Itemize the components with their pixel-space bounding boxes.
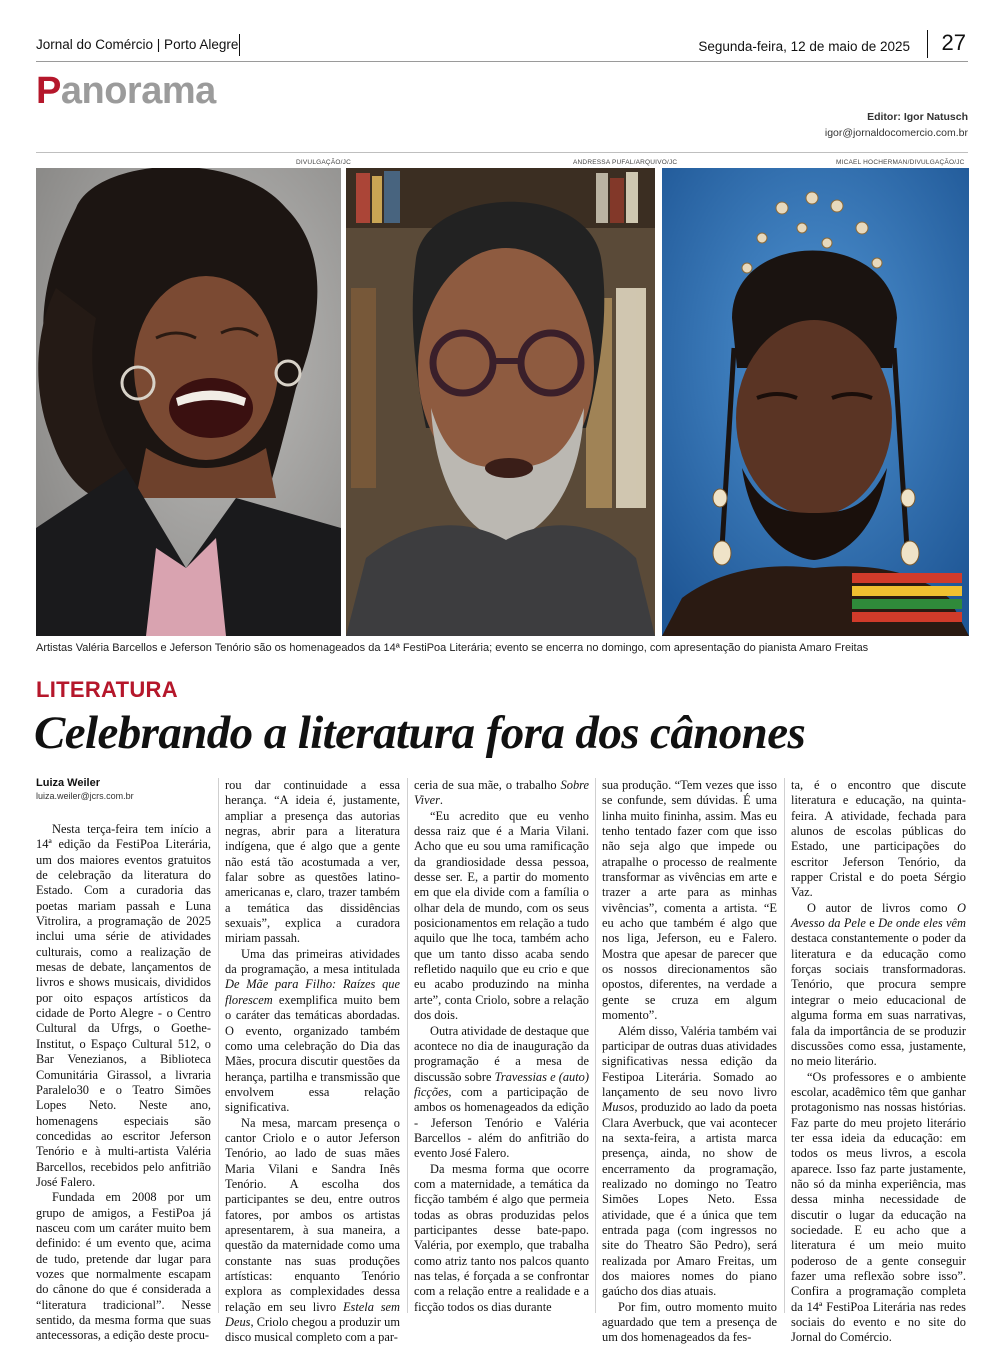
column-divider [784, 778, 785, 1313]
page-number-divider [927, 30, 928, 58]
section-title [36, 70, 216, 113]
photo-amaro-freitas [662, 168, 969, 636]
photo-credit-3: MICAEL HOCHERMAN/DIVULGAÇÃO/JC [836, 159, 965, 166]
text-run: Uma das primeiras atividades da programação, a mesa intitulada [225, 946, 400, 977]
column-divider [595, 778, 596, 1313]
paragraph [225, 947, 400, 1116]
text-run: . [439, 793, 444, 808]
masthead-divider [239, 34, 240, 56]
portrait-illustration-1 [36, 168, 341, 636]
article-column-4 [602, 778, 777, 1346]
text-run: Outra atividade de destaque que acontece no dia de inauguração da programação é a mesa de discussão sobre [414, 1023, 589, 1084]
paragraph [602, 1024, 777, 1300]
text-run: , produzido ao lado da poeta Clara Averbuck, que vai acontecer na sexta-feira, a artista marca presença, ainda, no show de encerramento da programação, realizado no domingo no Teatro Simões Lopes Neto. Essa atividade, que é a única que tem entrada paga (com ingressos no site do Theatro São Pedro), será realizada por Amaro Freitas, um dos maiores nomes do piano gaúcho dos dias atuais. [602, 1100, 777, 1299]
paragraph: Da mesma forma que ocorre com a maternidade, a temática da ficção também é algo que permeia todas as obras produzidas pelos participantes desse bate-papo. Valéria, por exemplo, que trabalha como atriz tanto nos palcos quanto nas telas, é forçada a se confrontar com a relação entre a realidade e a ficção todos os dias durante [414, 1161, 589, 1314]
masthead [36, 30, 968, 64]
header-rule [36, 61, 968, 62]
text-run: destaca constantemente o poder da literatura e da educação como forças sociais transformadoras. Tenório, que procura sempre integrar o meio educacional de alguma forma em suas narrativas, fala da importância de se produzir discussões como essa, justamente, no meio literário. [791, 931, 966, 1069]
text-run: , Criolo chegou a produzir um disco musical completo com a par- [225, 1315, 400, 1345]
author-email[interactable]: luiza.weiler@jcrs.com.br [36, 791, 134, 801]
author-name: Luiza Weiler [36, 777, 100, 789]
article-kicker: LITERATURA [36, 677, 178, 702]
portrait-illustration-2 [346, 168, 655, 636]
photo-valeria-barcellos [36, 168, 341, 636]
text-run: ceria de sua mãe, o trabalho [414, 778, 557, 792]
paragraph: ta, é o encontro que discute literatura e educação, na quinta-feira. A atividade, fechada para alunos de escolas públicas do Estado, une participações do escritor Jeferson Tenório, da rapper Cristal e do poeta Sérgio Vaz. [791, 778, 966, 900]
editor-box [825, 109, 968, 141]
text-run: Na mesa, marcam presença o cantor Criolo e o autor Jeferson Tenório, ao lado de suas mães Maria Vilani e Sandra Inês Tenório. A escolha dos participantes se deu, entre outros fatores, por ambos os artistas apresentarem, à sua maneira, a questão da maternidade como uma constante nas suas produções artísticas: enquanto Tenório explora as complexidades dessa relação em seu livro [225, 1115, 400, 1314]
section-rule [36, 152, 968, 153]
book-title: Musos [602, 1100, 635, 1115]
text-run: Além disso, Valéria também vai participar de outras duas atividades significativas nessa edição da Festipoa Literária. Somado ao lançamento de seu novo livro [602, 1023, 777, 1099]
article-column-1 [36, 822, 211, 1344]
event-title: De Mãe para Filho: Raízes que florescem [225, 977, 400, 1007]
article-column-3 [414, 778, 589, 1315]
publication-date: Segunda-feira, 12 de maio de 2025 [698, 39, 910, 54]
book-title: Estela sem Deus [225, 1299, 400, 1330]
album-title: Sobre Viver [414, 778, 589, 808]
paragraph: rou dar continuidade a essa herança. “A ideia é, justamente, ampliar a presença das autorias negras, abrir para a literatura indígena, que é algo que a gente não está tão acostumada a ver, falar sobre as questões latino-americanas e, claro, trazer também a temática das dissidências sexuais”, explica a curadora miriam passah. [225, 778, 400, 946]
event-title: Travessias e (auto) ficções [414, 1069, 589, 1099]
photo-credit-2: ANDRESSA PUFAL/ARQUIVO/JC [573, 159, 678, 166]
text-run: O autor de livros como [807, 900, 948, 915]
book-title: De onde eles vêm [878, 916, 966, 931]
page-number: 27 [941, 30, 966, 55]
column-divider [407, 778, 408, 1313]
article-column-5 [791, 778, 966, 1346]
paragraph: Por fim, outro momento muito aguardado que tem a presença de um dos homenageados da fes- [602, 1299, 777, 1345]
editor-email[interactable]: igor@jornaldocomercio.com.br [824, 127, 968, 139]
paragraph [414, 1024, 589, 1162]
text-run: , com a participação de ambos os homenageados da edição - Jeferson Tenório e Valéria Barcellos - além do anfitrião do evento José Falero. [414, 1084, 589, 1161]
section-title-initial: P [36, 70, 61, 112]
article-column-2 [225, 778, 400, 1346]
editor-name: Editor: Igor Natusch [867, 111, 968, 123]
text-run: exemplifica muito bem o caráter das temáticas abordadas. O evento, organizado também como uma celebração do Dia das Mães, procura discutir questões da herança, partilha e transmissão que envolvem essa relação significativa. [225, 992, 400, 1115]
section-title-rest: anorama [60, 70, 216, 112]
paragraph [414, 778, 589, 809]
paragraph: “Eu acredito que eu venho dessa raiz que é a Maria Vilani. Acho que eu sou uma ramificação da grandiosidade dessa pessoa, desse ser. E, a partir do momento em que ela divide com a família o olhar dela de mundo, com os seus posicionamentos em relação a tudo aquilo que lhe toca, também acho que um tanto disso acaba sendo refletido naquilo que eu crio e que eu acabo produzindo na minha arte”, conta Criolo, sobre a relação dos dois. [414, 808, 589, 1023]
photo-jeferson-tenorio [346, 168, 655, 636]
text-run: e [869, 916, 875, 931]
paragraph: Fundada em 2008 por um grupo de amigos, a FestiPoa já nasceu com um caráter muito bem definido: é um evento que, acima de tudo, pretende dar lugar para vozes que normalmente escapam do cânone do que é considerada a “literatura tradicional”. Nesse sentido, da mesma forma que suas antecessoras, a edição deste procu- [36, 1190, 211, 1343]
paragraph [791, 901, 966, 1070]
book-title: O Avesso da Pele [791, 900, 966, 931]
column-divider [218, 778, 219, 1313]
paragraph: sua produção. “Tem vezes que isso se confunde, sem dúvidas. É uma linha muito fininha, assim. Mas eu tenho tentado fazer com que isso não seja algo que impede ou atrapalhe o processo de realmente transformar as vivências em arte e trazer a arte para as minhas vivências”, comenta a artista. “E eu acho que também é algo que nos liga, Jeferson, eu e Falero. Mostra que apesar de parecer que os nossos direcionamentos são opostos, diferentes, na verdade a gente se cruza em algum momento”. [602, 778, 777, 1023]
photo-caption: Artistas Valéria Barcellos e Jeferson Tenório são os homenageados da 14ª FestiPoa Literária; evento se encerra no domingo, com apresentação do pianista Amaro Freitas [36, 642, 869, 654]
portrait-illustration-3 [662, 168, 969, 636]
photo-credit-1: DIVULGAÇÃO/JC [296, 159, 351, 166]
paragraph: Nesta terça-feira tem início a 14ª edição da FestiPoa Literária, um dos maiores eventos gratuitos de celebração da literatura do Estado. Com a curadoria das poetas mariam passah e Luna Vitrolira, a programação de 2025 inclui uma série de atividades culturais, como a realização de mesas de debate, lançamentos de livros e shows musicais, divididos por oito espaços artísticos da cidade de Porto Alegre - o Centro Cultural da Ufrgs, o Goethe-Institut, o Espaço Cultural 512, o Bar Venezianos, a Biblioteca Comunitária Girassol, a livraria Paralelo30 e o Teatro Simões Lopes Neto. Neste ano, homenagens especiais são concedidas ao escritor Jeferson Tenório e à multi-artista Valéria Barcellos, recebidos pelo anfitrião José Falero. [36, 822, 211, 1189]
paragraph [225, 1116, 400, 1346]
byline [36, 777, 134, 801]
publication-name: Jornal do Comércio | Porto Alegre [36, 37, 239, 52]
paragraph: “Os professores e o ambiente escolar, acadêmico têm que ganhar protagonismo nas nossas histórias. Faz parte do meu projeto literário ter essa ideia da educação: em todos os meus livros, a escola aparece. Isso faz parte justamente, não só da minha experiência, mas dessa minha necessidade de discutir o lugar da educação na sociedade. E eu acho que a literatura é um meio muito poderoso de a gente conseguir fazer uma reflexão sobre isso”. Confira a programação completa da 14ª FestiPoa Literária nas redes sociais do evento e no site do Jornal do Comércio. [791, 1069, 966, 1345]
article-headline: Celebrando a literatura fora dos cânones [34, 707, 806, 759]
